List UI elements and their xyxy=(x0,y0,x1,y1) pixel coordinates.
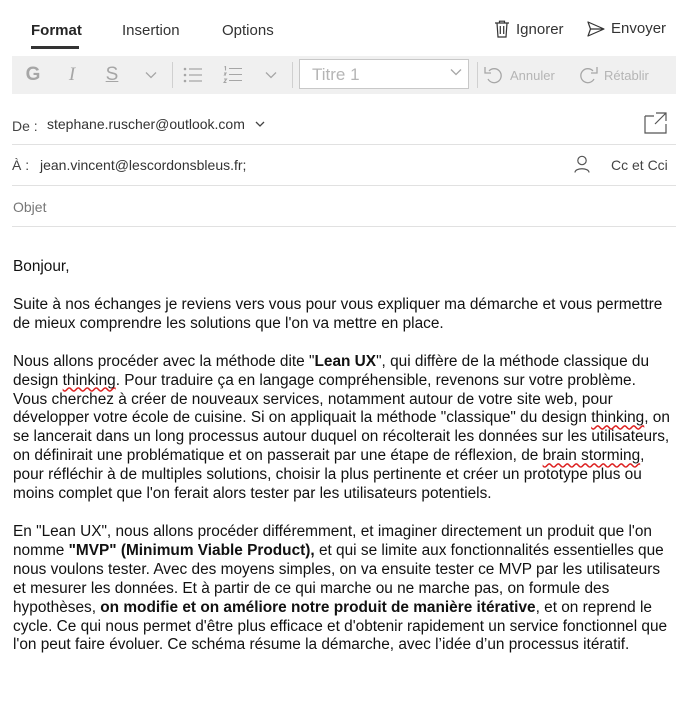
from-value: stephane.ruscher@outlook.com xyxy=(47,116,245,132)
undo-icon xyxy=(484,66,504,84)
spellcheck-word: thinking xyxy=(62,371,116,389)
to-row xyxy=(12,145,676,186)
cc-bcc-button[interactable]: Cc et Cci xyxy=(611,157,668,173)
paragraph-style-value: Titre 1 xyxy=(312,65,360,84)
active-tab-indicator xyxy=(31,46,79,49)
greeting-paragraph: Bonjour, xyxy=(13,258,70,275)
numbered-list-button[interactable] xyxy=(220,56,246,94)
send-icon xyxy=(587,21,605,37)
paragraph-style-select[interactable] xyxy=(299,59,469,89)
chevron-down-icon xyxy=(255,121,265,128)
paragraph-options-chevron[interactable] xyxy=(260,56,282,94)
body-paragraph-3: En "Lean UX", nous allons procéder différemment, et imaginer directement un produit que l'on nomme "MVP" (Minimum Viable Product), et qui se limite aux fonctionnalités essentielles que nous voulons tester. Avec des moyens simples, on va ensuite tester ce MVP par les utilisateurs et mesurer les données. Et à partir de ce qui marche ou ne marche pas, on formule des hypothèses, on modifie et on améliore notre produit de manière itérative, et on reprend le cycle. Ce qui nous permet d'être plus efficace et d'obtenir rapidement un service fonctionnel que l'on peut faire évoluer. Ce schéma résume la démarche, avec l’idée d’un processus itératif. xyxy=(13,522,668,654)
tab-options[interactable]: Options xyxy=(222,22,274,39)
toolbar-divider xyxy=(292,62,293,88)
bullet-list-button[interactable] xyxy=(180,56,206,94)
spellcheck-word: thinking xyxy=(591,409,645,427)
font-options-chevron[interactable] xyxy=(140,56,162,94)
italic-button[interactable]: I xyxy=(68,64,76,85)
chevron-down-icon xyxy=(145,71,157,79)
chevron-down-icon xyxy=(450,68,462,76)
bullet-list-icon xyxy=(183,67,203,83)
pop-out-icon[interactable] xyxy=(644,112,668,134)
message-body[interactable] xyxy=(13,258,673,674)
mvp-bold: "MVP" (Minimum Viable Product), xyxy=(68,541,315,559)
trash-icon xyxy=(494,20,510,38)
tab-insertion[interactable]: Insertion xyxy=(122,22,180,39)
toolbar-divider xyxy=(477,62,478,88)
person-icon[interactable] xyxy=(574,155,590,173)
send-label: Envoyer xyxy=(611,20,667,37)
body-paragraph-1: Suite à nos échanges je reviens vers vous pour vous expliquer ma démarche et vous permettre de mieux comprendre les solutions que l'on va mettre en place. xyxy=(13,295,663,332)
spellcheck-word: brain storming xyxy=(542,447,641,465)
to-label: À : xyxy=(12,157,30,173)
top-tab-bar xyxy=(0,0,680,56)
discard-label: Ignorer xyxy=(516,20,564,38)
tab-format[interactable]: Format xyxy=(31,22,82,39)
lean-ux-bold: Lean UX xyxy=(314,352,377,370)
undo-button[interactable] xyxy=(484,56,564,94)
redo-icon xyxy=(578,66,598,84)
subject-input[interactable]: Objet xyxy=(13,199,47,215)
toolbar-divider xyxy=(172,62,173,88)
from-row xyxy=(12,104,676,145)
bold-button[interactable]: G xyxy=(25,64,41,85)
body-paragraph-2: Nous allons procéder avec la méthode dite "Lean UX", qui diffère de la méthode classique du design thinking. Pour traduire ça en langage compréhensible, revenons sur votre problème. Vous cherchez à créer de nouveaux services, notamment autour de votre site web, pour développer votre école de cuisine. Si on appliquait la méthode "classique" du design thinking, on se lancerait dans un long processus autour duquel on récolterait les données sur les utilisateurs, on définirait une problématique et on passerait par une étape de réflexion, de brain storming, pour réfléchir à de multiples solutions, choisir la plus pertinente et créer un prototype plus ou moins complet que l'on ferait alors tester par les utilisateurs potentiels. xyxy=(13,352,670,503)
undo-label: Annuler xyxy=(510,67,555,83)
from-account-select[interactable] xyxy=(47,116,265,132)
redo-label: Rétablir xyxy=(604,67,649,83)
chevron-down-icon xyxy=(265,71,277,79)
subject-row[interactable] xyxy=(12,186,676,227)
to-recipient[interactable]: jean.vincent@lescordonsbleus.fr; xyxy=(40,157,247,173)
underline-button[interactable]: S xyxy=(105,64,119,85)
numbered-list-icon xyxy=(223,66,243,84)
send-button[interactable] xyxy=(587,20,666,37)
from-label: De : xyxy=(12,118,38,134)
iterative-bold: on modifie et on améliore notre produit de manière itérative xyxy=(100,598,536,616)
format-toolbar xyxy=(12,56,676,94)
redo-button[interactable] xyxy=(578,56,662,94)
discard-button[interactable] xyxy=(494,20,564,38)
